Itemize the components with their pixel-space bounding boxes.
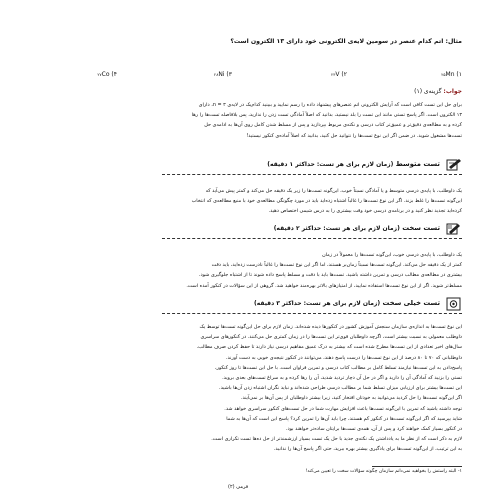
explanation-line: برای حل این تست کافی است که آرایش الکترونی اتم عنصرهای پیشنهاد داده را رسم نمایید و ببینید کدام‌یک در لایه‌ی ۳ = n، دارای (198, 102, 462, 108)
section-hard-header (32, 222, 462, 238)
section-medium-body (32, 186, 462, 217)
footnote: ۱- البته راستش را بخواهید نمی‌دانم سازمان چگونه سؤالات سخت را تعیین می‌کند! (305, 469, 462, 474)
body-line: داوطلبانی که ۷۰ تا ۸۰ درصد از این نوع تست‌ها را درست پاسخ دهند، می‌توانند در کنکور نتیجه‌ی خوبی به دست آورند. (225, 354, 462, 361)
explanation-line: تست‌ها مشغول شوید. در ضمن اگر این نوع تست‌ها را نتوانید حل کنید، بدانید که اصلاً آماده‌ی کنکور نیستید! (246, 132, 462, 139)
section-hard-body (32, 250, 462, 291)
body-line: لازم به ذکر است که از نظر ما به یادداشتن یک نکته‌ی جدید با حل یک تست بسیار ارزشمندتر از حل ده‌ها تست تکراری است. (211, 436, 462, 443)
body-line: در کنکور بسیار کمک خواهند کرد و پس از آن، همه‌ی تست‌ها برایتان ساده‌تر خواهند بود. (285, 426, 462, 433)
body-line: داوطلب معمولی به نسبت بیشتر است، اگرچه داوطلبان قوی‌تر این تست‌ها را در زمان کمتری حل می‌کنند. در کنکورهای سراسری (200, 334, 462, 341)
section-very-hard-header (32, 297, 462, 313)
body-line: این نوع تست‌ها به اندازه‌ی سازمان سنجش آموزش کشور در کنکورها دیده شده‌اند. زمان لازم برای حل این‌گونه تست‌ها توسط یک (199, 324, 462, 330)
section-divider (162, 174, 462, 175)
section-medium-header (32, 158, 462, 174)
body-line: یک داوطلب، با پایه‌ی درسی خوب، این‌گونه تست‌ها را معمولاً در زمان (322, 252, 462, 258)
body-line: یک داوطلب، با پایه‌ی درسی متوسط و یا آمادگی نسبتاً خوب، این‌گونه تست‌ها را زیر یک دقیقه حل می‌کند و کمتر پیش می‌آید که (205, 188, 462, 194)
option-3: ۲۸Ni (۳ (214, 71, 232, 78)
explanation-paragraph (32, 100, 462, 141)
body-line: کمتر از یک دقیقه حل می‌کند. این‌گونه تست‌ها نسبتاً زمان‌بر هستند، اما اگر این نوع تست‌ها را غالباً نادرست زده‌اید، باید دقت (211, 262, 462, 269)
section-hard-subtitle: (زمان لازم برای هر تست: حداکثر ۲ دقیقه) (273, 225, 400, 232)
body-line: این‌گونه تست‌ها را غلط بزند. اگر این نوع تست‌ها را غالباً اشتباه زده‌اید باید در مورد چگونگی مطالعه‌ی خود با منبع مطالعه‌ی که انتخاب (191, 198, 462, 205)
question-text: مثال: اتم کدام عنصر در سومین لایه‌ی الکترونی خود دارای ۱۳ الکترون است؟ (230, 38, 462, 45)
body-line: سال‌های اخیر تعدادی از این تست‌ها مطرح شده است که بیشتر به درک عمیق مفاهیم درسی نیاز دارند تا حفظ کردن صرف مطالب. (196, 344, 462, 351)
answer-value: گزینه‌ی (۱) (414, 88, 442, 95)
footnote-divider (372, 466, 462, 467)
body-line: به این ترتیب، از این‌گونه تست‌ها برای یادگیری بیشتر بهره ببرید، حتی اگر پاسخ آن‌ها را ندانید. (273, 446, 462, 453)
answer-options (52, 71, 462, 81)
body-line: کرده‌اید تجدید نظر کنید و در برنامه‌ی درسی خود وقت بیشتری را به درس شیمی اختصاص دهید. (268, 208, 462, 215)
answer-label: جواب: (443, 88, 462, 95)
hard-test-icon (446, 222, 462, 236)
section-divider (162, 238, 462, 239)
option-1: ۲۵Mn (۱ (441, 71, 462, 78)
explanation-line: کرده و به مطالعه‌ی دقیق‌تر و عمیق‌تر کتاب درسی و نکته‌ی مربوط بپردازید و پس از مسلط شدن کامل روی آن‌ها به ادامه‌ی حل (204, 122, 462, 129)
very-hard-test-icon (446, 297, 462, 311)
body-line: بیشتری در مطالعه‌ی مطالب درسی و تمرین داشته باشید. تست‌ها باید با دقت و مسلط پاسخ داده شوند تا از اشتباه جلوگیری شود. (198, 272, 462, 279)
section-divider (162, 313, 462, 314)
body-line: این تست‌ها بیشتر برای ارزیابی میزان تسلط شما بر مطالب درسی طراحی شده‌اند و نباید نگران اشتباه زدن آن‌ها باشید. (219, 385, 462, 392)
option-4: ۲۷Co (۴ (97, 71, 117, 78)
explanation-line: ۱۳ الکترون است. اگر پاسخ تستی مانند این تست را بلد نیستید، بدانید که اصلاً آمادگی تست زدن را ندارید، پس بلافاصله تست‌ها را رها (191, 112, 462, 119)
section-medium-title: تست متوسط (زمان لازم برای هر تست: حداکثر ۱ دقیقه) (267, 160, 440, 168)
body-line: پاسخ‌دادن به این تست‌ها نیازمند تسلط کامل بر مطالب کتاب درسی و تمرین فراوان است. با حل این تست‌ها تا روز کنکور، (214, 364, 462, 371)
body-line: شاید بپرسید که اگر این‌گونه تست‌ها در کنکور کم هستند، چرا باید آن‌ها را تمرین کرد؟ پاسخ این است که آن‌ها به شما (226, 415, 462, 422)
body-line: مسلط‌تر شوید. اگر از این نوع تست‌ها استفاده نمایید، از امتیازهای بالاتر بهره‌مند خواهید شد. گروهی از این سؤالات در کنکور آمده است. (186, 282, 462, 289)
section-very-hard-title: تست خیلی سخت (زمان لازم برای هر تست: حداکثر ۳ دقیقه) (254, 299, 440, 307)
body-line: اگر این‌گونه تست‌ها را حل کردید می‌توانید به خودتان افتخار کنید، زیرا بیشتر داوطلبان از پس آن‌ها بر نمی‌آیند. (240, 395, 462, 402)
section-hard-title: تست سخت (زمان لازم برای هر تست: حداکثر ۲ دقیقه) (273, 224, 440, 232)
section-very-hard-body (32, 322, 462, 455)
section-very-hard-subtitle: (زمان لازم برای هر تست: حداکثر ۳ دقیقه) (254, 300, 381, 307)
answer-line (414, 88, 462, 95)
section-medium-subtitle: (زمان لازم برای هر تست: حداکثر ۱ دقیقه) (267, 161, 394, 168)
medium-test-icon (446, 158, 462, 172)
body-line: تستی را بزنید که آمادگی آن را دارید و اگر در حل آن دچار تردید شدید، آن را رها کرده و به سراغ تست‌های بعدی بروید. (222, 375, 462, 382)
body-line: توجه داشته باشید که تمرین با این‌گونه تست‌ها باعث افزایش مهارت شما در حل تست‌های کنکور سراسری خواهد شد. (224, 405, 462, 412)
page-number: فرمی (۲) (228, 484, 249, 490)
option-2: ۲۳V (۲ (331, 71, 347, 78)
